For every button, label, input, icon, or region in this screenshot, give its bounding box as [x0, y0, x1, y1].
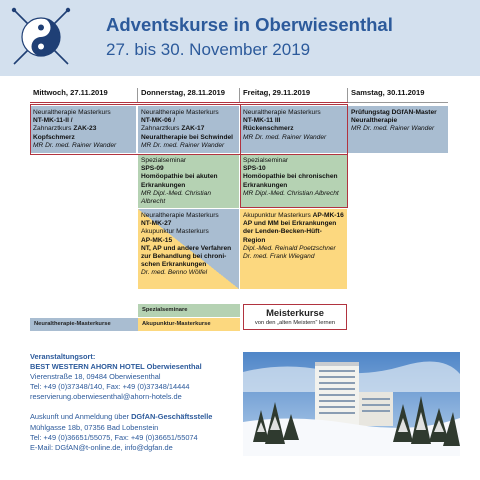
course-code: SPS-10 — [243, 165, 266, 173]
winter-hotel-photo-icon — [243, 352, 460, 456]
venue-address: Vierenstraße 18, 09484 Oberwiesenthal — [30, 372, 161, 382]
course-lecturer: MR Dr. med. Rainer Wander — [33, 141, 117, 149]
contact-phone: Tel: +49 (0)36651/55075, Fax: +49 (0)36651/55074 — [30, 432, 198, 442]
course-topic: Homöopathie bei akuten — [141, 173, 218, 181]
course-type: Spezialseminar — [141, 157, 187, 164]
course-code: NT-MK-11-II / — [33, 117, 73, 125]
course-thursday-sps-09 — [138, 154, 239, 208]
course-topic: NT, AP und andere Verfahren — [141, 244, 232, 252]
meisterkurse-title: Meisterkurse — [266, 307, 324, 318]
course-code: SPS-09 — [141, 165, 164, 173]
course-lecturer: MR Dipl.-Med. Christian Albrecht — [141, 189, 211, 206]
course-type: Zahnarztkurs — [141, 125, 182, 133]
course-type: Neuraltherapie Masterkurs — [243, 109, 321, 116]
legend-spezialseminare: Spezialseminare — [138, 304, 240, 317]
course-saturday-pruefungstag — [348, 106, 448, 153]
page-title: Adventskurse in Oberwiesenthal — [106, 14, 393, 35]
course-type: Spezialseminar — [243, 157, 289, 164]
contact-address: Mühlgasse 18b, 07356 Bad Lobenstein — [30, 422, 159, 432]
legend-meisterkurse — [243, 304, 347, 330]
course-code: AP-MK-16 — [312, 212, 344, 219]
course-topic: Prüfungstag DGfAN-Master — [351, 109, 437, 116]
course-topic: Erkrankungen — [141, 181, 186, 189]
day-header-thursday: Donnerstag, 28.11.2019 — [138, 88, 240, 103]
day-header-wednesday: Mittwoch, 27.11.2019 — [30, 88, 138, 103]
page-subtitle: 27. bis 30. November 2019 — [106, 40, 311, 59]
venue-phone: Tel: +49 (0)37348/140, Fax: +49 (0)37348/14444 — [30, 382, 190, 392]
course-topic: Homöopathie bei chronischen — [243, 173, 338, 181]
day-header-divider-saturday — [348, 102, 448, 103]
legend-akupunktur: Akupunktur-Masterkurse — [138, 318, 240, 331]
course-topic: Rückenschmerz — [243, 125, 294, 133]
course-wednesday-nt-mk-11-ii — [30, 106, 136, 153]
course-topic: Kopfschmerz — [33, 133, 75, 141]
legend-neuraltherapie: Neuraltherapie-Masterkurse — [30, 318, 138, 331]
header-banner — [0, 0, 480, 76]
venue-info — [30, 352, 240, 453]
course-topic: Neuraltherapie bei Schwindel — [141, 133, 233, 141]
day-header-saturday: Samstag, 30.11.2019 — [351, 88, 425, 97]
course-topic: AP und MM bei Erkrankungen — [243, 220, 337, 228]
course-code: AP-MK-15 — [141, 236, 173, 244]
course-lecturer: MR Dr. med. Rainer Wander — [351, 125, 435, 133]
course-friday-nt-mk-11-iii — [240, 106, 347, 153]
meisterkurse-subtitle: von den „alten Meistern“ lernen — [254, 320, 336, 326]
course-lecturer: Dipl.-Med. Reinald Poetzschner — [243, 244, 336, 252]
venue-email[interactable]: reservierung.oberwiesenthal@ahorn-hotels.de — [30, 392, 182, 402]
course-type: Neuraltherapie Masterkurs — [33, 109, 111, 116]
contact-label: Auskunft und Anmeldung über — [30, 412, 132, 422]
course-type: Neuraltherapie Masterkurs — [141, 212, 219, 219]
day-header-friday: Freitag, 29.11.2019 — [240, 88, 348, 103]
course-lecturer: Dr. med. Frank Wiegand — [243, 253, 315, 261]
course-topic: Erkrankungen — [243, 181, 288, 189]
course-friday-ap-mk-16 — [240, 209, 347, 289]
course-type: Akupunktur Masterkurs — [141, 228, 209, 236]
course-thursday-nt-mk-06 — [138, 106, 239, 153]
yin-yang-needles-logo-icon — [8, 6, 74, 68]
course-topic: Neuraltherapie — [351, 117, 398, 125]
course-code: NT-MK-27 — [141, 220, 172, 228]
course-topic: der Lenden-Becken-Hüft-Region — [243, 228, 322, 244]
course-code: NT-MK-11 III — [243, 117, 281, 125]
venue-label: Veranstaltungsort: — [30, 352, 96, 361]
course-code: NT-MK-06 / — [141, 117, 176, 125]
contact-email[interactable]: E-Mail: DGfAN@t-online.de, info@dgfan.de — [30, 442, 173, 452]
course-code: ZAK-23 — [73, 125, 97, 133]
course-type: Neuraltherapie Masterkurs — [141, 109, 219, 116]
course-topic: zur Behandlung bei chroni- — [141, 253, 227, 261]
course-lecturer: MR Dr. med. Rainer Wander — [141, 141, 225, 149]
course-topic: schen Erkrankungen — [141, 261, 207, 269]
day-header-divider — [30, 102, 348, 103]
course-friday-sps-10 — [240, 154, 347, 208]
course-lecturer: MR Dipl.-Med. Christian Albrecht — [243, 189, 339, 197]
course-lecturer: MR Dr. med. Rainer Wander — [243, 133, 327, 141]
course-thursday-nt-mk-27-ap-mk-15 — [138, 209, 239, 289]
course-type: Akupunktur Masterkurs — [243, 212, 313, 219]
contact-office: DGfAN-Geschäftsstelle — [131, 412, 213, 422]
course-type: Zahnarztkurs — [33, 125, 74, 133]
course-lecturer: Dr. med. Benno Wölfel — [141, 269, 208, 277]
course-code: ZAK-17 — [181, 125, 205, 133]
venue-hotel: BEST WESTERN AHORN HOTEL Oberwiesenthal — [30, 362, 202, 372]
